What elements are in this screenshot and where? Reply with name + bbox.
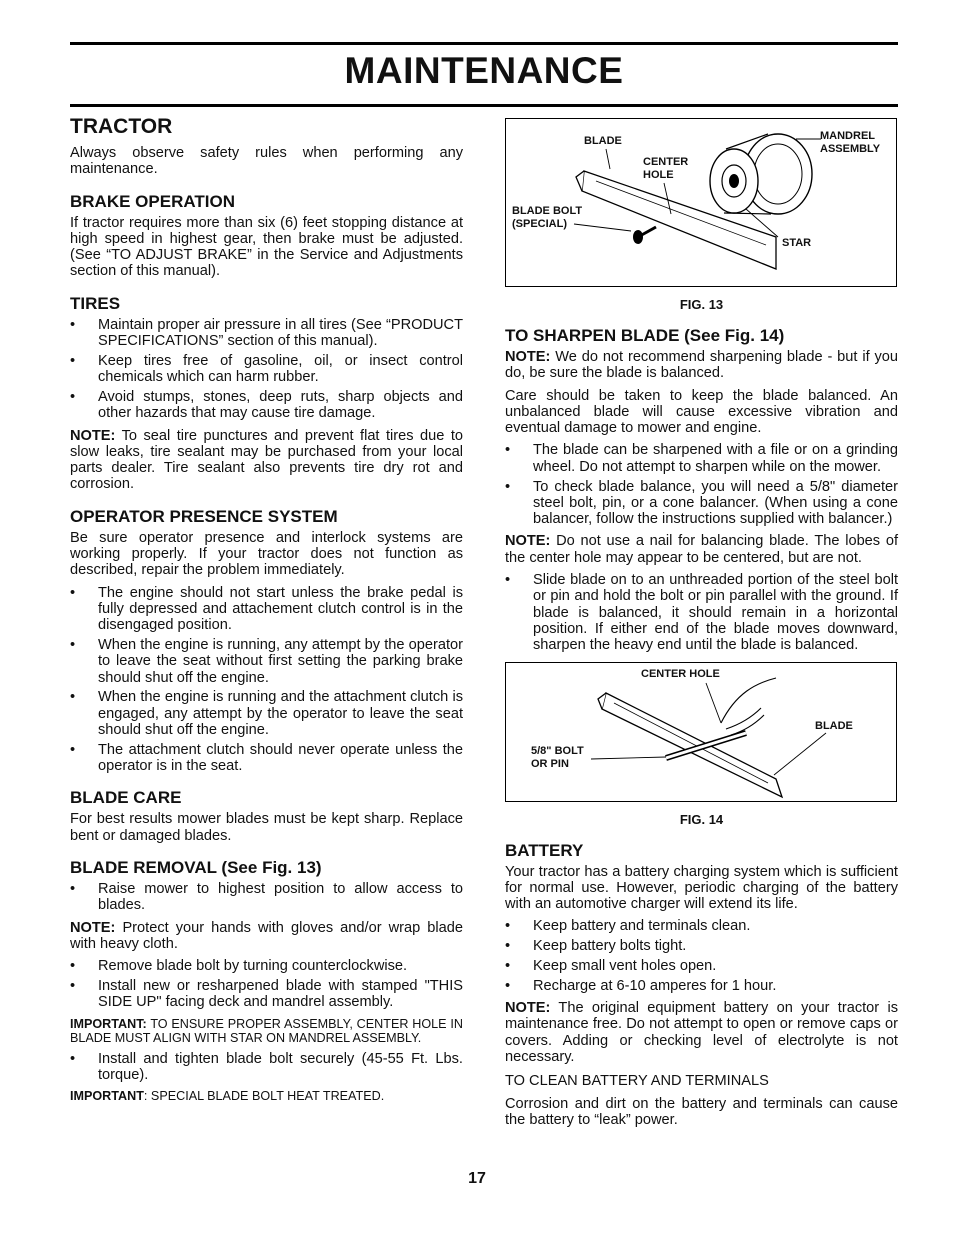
- blade-care-section: [70, 788, 463, 844]
- list-item: • When the engine is running, any attempt by the operator to leave the seat without first setting the parking brake should shut off the engine.: [70, 637, 463, 686]
- blade-removal-heading: BLADE REMOVAL (See Fig. 13): [70, 858, 322, 877]
- list-item: • Install new or resharpened blade with stamped "THIS SIDE UP" facing deck and mandrel assembly.: [70, 978, 463, 1011]
- battery-clean-text: Corrosion and dirt on the battery and terminals can cause the battery to “leak” power.: [505, 1095, 898, 1128]
- battery-list: [505, 918, 898, 994]
- tractor-intro: Always observe safety rules when performing any maintenance.: [70, 145, 463, 178]
- figure-14-caption: FIG. 14: [679, 811, 724, 827]
- list-item: • When the engine is running and the attachment clutch is engaged, any attempt by the operator to leave the seat should shut off the engine.: [70, 689, 463, 738]
- list-item: • Remove blade bolt by turning counterclockwise.: [70, 958, 463, 974]
- note-text: To seal tire punctures and prevent flat tires due to slow leaks, tire sealant may be purchased from your local parts dealer. Tire sealant also prevents tire dry rot and corrosion.: [70, 427, 463, 493]
- list-item: • Raise mower to highest position to allow access to blades.: [70, 881, 463, 914]
- blade-removal-note: [70, 920, 463, 953]
- blade-removal-list-3: [70, 1051, 463, 1084]
- label-bolt-or-pin: 5/8" BOLT OR PIN: [531, 744, 584, 770]
- list-item: • Maintain proper air pressure in all tires (See “PRODUCT SPECIFICATIONS” section of this manual).: [70, 317, 463, 350]
- tractor-heading: TRACTOR: [70, 115, 173, 138]
- brake-heading: BRAKE OPERATION: [70, 191, 235, 211]
- important-label: IMPORTANT: [70, 1089, 144, 1104]
- left-column: [70, 115, 463, 1109]
- note-label: NOTE:: [70, 919, 116, 936]
- title-rule: [70, 104, 898, 107]
- page-title: MAINTENANCE: [344, 50, 624, 91]
- list-item: • Install and tighten blade bolt securely (45-55 Ft. Lbs. torque).: [70, 1051, 463, 1084]
- important-note-2: [70, 1089, 463, 1103]
- sharpen-note-1: [505, 349, 898, 382]
- blade-removal-section: [70, 858, 463, 1103]
- sharpen-note-2: [505, 533, 898, 566]
- tires-section: [70, 294, 463, 493]
- tires-heading: TIRES: [70, 293, 121, 313]
- note-text: Protect your hands with gloves and/or wrap blade with heavy cloth.: [70, 919, 463, 952]
- label-center-hole: CENTER HOLE: [641, 667, 720, 680]
- sharpen-section: [505, 326, 898, 654]
- list-item: • Keep battery and terminals clean.: [505, 918, 898, 934]
- note-label: NOTE:: [505, 533, 551, 550]
- battery-subheading: TO CLEAN BATTERY AND TERMINALS: [505, 1073, 769, 1090]
- figure-14: [505, 662, 897, 802]
- list-item: • The engine should not start unless the brake pedal is fully depressed and attachement clutch control is in the disengaged position.: [70, 585, 463, 634]
- list-item: • The attachment clutch should never operate unless the operator is in the seat.: [70, 742, 463, 775]
- battery-section: [505, 841, 898, 1129]
- sharpen-heading: TO SHARPEN BLADE (See Fig. 14): [505, 326, 785, 345]
- blade-care-heading: BLADE CARE: [70, 788, 182, 808]
- battery-text: Your tractor has a battery charging system which is sufficient for normal use. However, periodic charging of the battery with an automotive charger will extend its life.: [505, 863, 898, 913]
- note-text: The original equipment battery on your tractor is maintenance free. Do not attempt to open or remove caps or covers. Adding or checking level of electrolyte is not necessary.: [505, 1000, 898, 1066]
- ops-text: Be sure operator presence and interlock systems are working properly. If your tractor does not function as described, repair the problem immediately.: [70, 529, 463, 579]
- list-item: • Avoid stumps, stones, deep ruts, sharp objects and other hazards that may cause tire damage.: [70, 389, 463, 422]
- blade-removal-list-2: [70, 958, 463, 1010]
- brake-section: [70, 192, 463, 280]
- figure-13-caption: FIG. 13: [679, 297, 724, 312]
- list-item: • Slide blade on to an unthreaded portion of the steel bolt or pin and hold the bolt or pin parallel with the ground. If blade is balanced, it should remain in a horizontal position. If either end of the blade moves downward, sharpen the heavy end until the blade is balanced.: [505, 572, 898, 653]
- important-label: IMPORTANT:: [70, 1016, 147, 1031]
- note-label: NOTE:: [505, 1000, 551, 1017]
- blade-removal-list-1: [70, 881, 463, 914]
- label-mandrel-assembly: MANDREL ASSEMBLY: [820, 130, 881, 155]
- battery-note: [505, 1000, 898, 1065]
- note-text: We do not recommend sharpening blade - but if you do, be sure the blade is balanced.: [505, 349, 898, 382]
- tires-note: [70, 428, 463, 493]
- list-item: • Recharge at 6-10 amperes for 1 hour.: [505, 978, 898, 994]
- note-text: Do not use a nail for balancing blade. The lobes of the center hole may appear to be centered, but are not.: [505, 533, 898, 566]
- page-number: 17: [468, 1170, 486, 1187]
- list-item: • Keep small vent holes open.: [505, 958, 898, 974]
- tires-list: [70, 317, 463, 422]
- note-label: NOTE:: [70, 427, 116, 444]
- label-blade: BLADE: [815, 719, 853, 732]
- list-item: • Keep battery bolts tight.: [505, 938, 898, 954]
- top-rule: [70, 42, 898, 45]
- label-blade: BLADE: [584, 135, 622, 147]
- important-text: : SPECIAL BLADE BOLT HEAT TREATED.: [143, 1089, 385, 1104]
- list-item: • The blade can be sharpened with a file or on a grinding wheel. Do not attempt to sharpen while on the mower.: [505, 442, 898, 475]
- right-column: [505, 118, 898, 1134]
- sharpen-text: Care should be taken to keep the blade balanced. An unbalanced blade will cause excessive vibration and eventual damage to mower and engine.: [505, 387, 898, 437]
- note-label: NOTE:: [505, 349, 551, 365]
- label-star: STAR: [782, 237, 812, 249]
- label-center-hole: CENTER HOLE: [643, 156, 689, 181]
- ops-list: [70, 585, 463, 775]
- battery-heading: BATTERY: [505, 840, 584, 860]
- list-item: • Keep tires free of gasoline, oil, or insect control chemicals which can harm rubber.: [70, 353, 463, 386]
- blade-care-text: For best results mower blades must be kept sharp. Replace bent or damaged blades.: [70, 811, 463, 844]
- list-item: • To check blade balance, you will need a 5/8" diameter steel bolt, pin, or a cone balancer. (When using a cone balancer, follow the instructions supplied with balancer.): [505, 479, 898, 528]
- important-note-1: [70, 1017, 463, 1045]
- ops-section: [70, 507, 463, 775]
- sharpen-list-2: [505, 572, 898, 653]
- figure-13: [505, 118, 897, 287]
- label-blade-bolt: BLADE BOLT (SPECIAL): [512, 205, 583, 230]
- sharpen-list: [505, 442, 898, 527]
- important-text: TO ENSURE PROPER ASSEMBLY, CENTER HOLE IN BLADE MUST ALIGN WITH STAR ON MANDREL ASSEMBLY.: [70, 1016, 463, 1045]
- ops-heading: OPERATOR PRESENCE SYSTEM: [70, 506, 338, 526]
- brake-text: If tractor requires more than six (6) feet stopping distance at high speed in highest gear, then brake must be adjusted. (See “TO ADJUST BRAKE” in the Service and Adjustments section of this manual).: [70, 214, 463, 280]
